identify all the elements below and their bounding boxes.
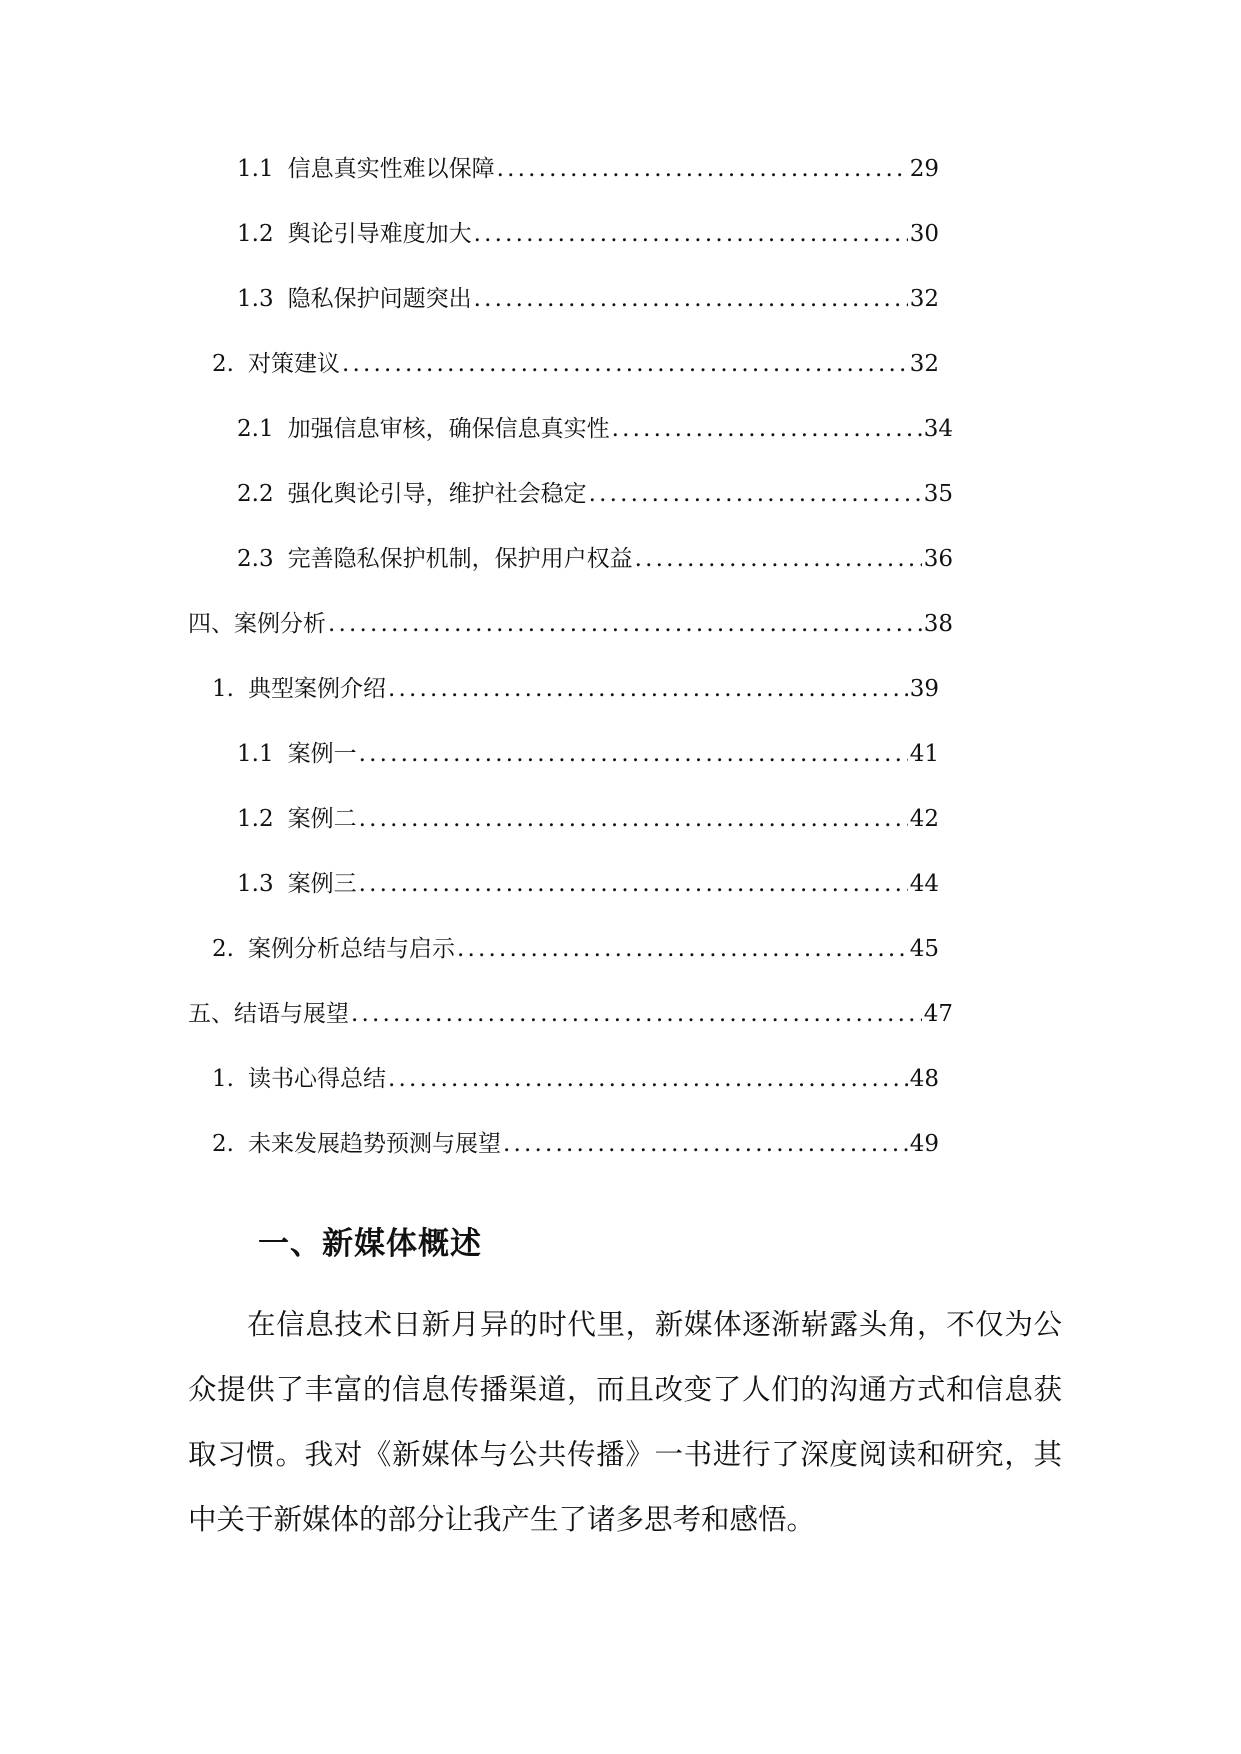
toc-entry-number: 1.2 xyxy=(237,806,274,832)
toc-leader-dots xyxy=(503,1124,908,1164)
toc-entry[interactable] xyxy=(212,1059,939,1099)
toc-entry-page: 29 xyxy=(909,156,939,182)
toc-entry[interactable] xyxy=(237,279,939,319)
toc-entry[interactable] xyxy=(237,214,939,254)
toc-entry-number: 2.2 xyxy=(237,481,274,507)
toc-entry-page: 39 xyxy=(909,676,939,702)
toc-entry[interactable] xyxy=(212,1124,939,1164)
toc-entry-number: 1. xyxy=(212,676,234,702)
toc-entry[interactable] xyxy=(237,864,939,904)
section-heading: 一、新媒体概述 xyxy=(258,1226,482,1262)
toc-leader-dots xyxy=(388,1059,908,1099)
toc-entry[interactable] xyxy=(212,929,939,969)
toc-leader-dots xyxy=(457,929,908,969)
toc-entry-number: 2. xyxy=(212,351,234,377)
toc-entry-page: 35 xyxy=(923,481,953,507)
toc-entry-page: 32 xyxy=(909,351,939,377)
toc-entry[interactable] xyxy=(237,149,939,189)
toc-leader-dots xyxy=(474,279,908,319)
toc-entry[interactable] xyxy=(237,799,939,839)
toc-leader-dots xyxy=(497,149,908,189)
toc-leader-dots xyxy=(359,734,908,774)
toc-entry-title: 信息真实性难以保障 xyxy=(287,156,495,182)
toc-entry-title: 案例二 xyxy=(287,806,357,832)
toc-entry-number: 2.1 xyxy=(237,416,274,442)
toc-entry-title: 加强信息审核，确保信息真实性 xyxy=(287,416,610,442)
toc-entry[interactable] xyxy=(237,539,953,579)
toc-entry-title: 未来发展趋势预测与展望 xyxy=(247,1131,501,1157)
toc-entry-number: 1.3 xyxy=(237,871,274,897)
toc-leader-dots xyxy=(388,669,908,709)
toc-entry-page: 32 xyxy=(909,286,939,312)
toc-entry-number: 2. xyxy=(212,936,234,962)
toc-entry[interactable] xyxy=(188,604,953,644)
toc-leader-dots xyxy=(351,994,922,1034)
toc-entry-page: 34 xyxy=(923,416,953,442)
toc-leader-dots xyxy=(359,864,908,904)
toc-entry-page: 38 xyxy=(923,611,953,637)
toc-entry-number: 1.1 xyxy=(237,156,274,182)
toc-entry[interactable] xyxy=(188,994,953,1034)
toc-entry-page: 45 xyxy=(909,936,939,962)
toc-entry-number: 1.2 xyxy=(237,221,274,247)
toc-entry-page: 41 xyxy=(909,741,939,767)
toc-entry-page: 48 xyxy=(909,1066,939,1092)
toc-entry[interactable] xyxy=(212,344,939,384)
toc-entry-page: 36 xyxy=(923,546,953,572)
toc-leader-dots xyxy=(342,344,908,384)
toc-entry-title: 强化舆论引导，维护社会稳定 xyxy=(287,481,587,507)
toc-entry-number: 1. xyxy=(212,1066,234,1092)
toc-entry-title: 舆论引导难度加大 xyxy=(287,221,472,247)
toc-entry-number: 2. xyxy=(212,1131,234,1157)
toc-entry-number: 1.1 xyxy=(237,741,274,767)
toc-leader-dots xyxy=(359,799,908,839)
toc-entry-title: 对策建议 xyxy=(247,351,340,377)
toc-entry-title: 读书心得总结 xyxy=(247,1066,386,1092)
toc-entry-number: 2.3 xyxy=(237,546,274,572)
toc-entry-title: 隐私保护问题突出 xyxy=(287,286,472,312)
toc-leader-dots xyxy=(589,474,922,514)
toc-entry-title: 案例一 xyxy=(287,741,357,767)
toc-entry-title: 四、案例分析 xyxy=(188,611,326,637)
toc-entry-number: 1.3 xyxy=(237,286,274,312)
toc-entry-page: 42 xyxy=(909,806,939,832)
toc-leader-dots xyxy=(328,604,922,644)
toc-entry[interactable] xyxy=(237,734,939,774)
toc-entry-page: 30 xyxy=(909,221,939,247)
toc-entry-page: 49 xyxy=(909,1131,939,1157)
toc-entry-title: 案例三 xyxy=(287,871,357,897)
toc-leader-dots xyxy=(474,214,908,254)
toc-entry-page: 44 xyxy=(909,871,939,897)
toc-entry-title: 五、结语与展望 xyxy=(188,1001,349,1027)
toc-entry-title: 案例分析总结与启示 xyxy=(247,936,455,962)
toc-leader-dots xyxy=(635,539,922,579)
toc-entry-page: 47 xyxy=(923,1001,953,1027)
toc-entry[interactable] xyxy=(212,669,939,709)
toc-entry[interactable] xyxy=(237,474,953,514)
toc-entry[interactable] xyxy=(237,409,953,449)
toc-entry-title: 完善隐私保护机制，保护用户权益 xyxy=(287,546,633,572)
toc-leader-dots xyxy=(612,409,922,449)
body-paragraph: 在信息技术日新月异的时代里，新媒体逐渐崭露头角，不仅为公众提供了丰富的信息传播渠道，而且改变了人们的沟通方式和信息获取习惯。我对《新媒体与公共传播》一书进行了深度阅读和研究，其中关于新媒体的部分让我产生了诸多思考和感悟。 xyxy=(188,1308,1062,1536)
toc-entry-title: 典型案例介绍 xyxy=(247,676,386,702)
